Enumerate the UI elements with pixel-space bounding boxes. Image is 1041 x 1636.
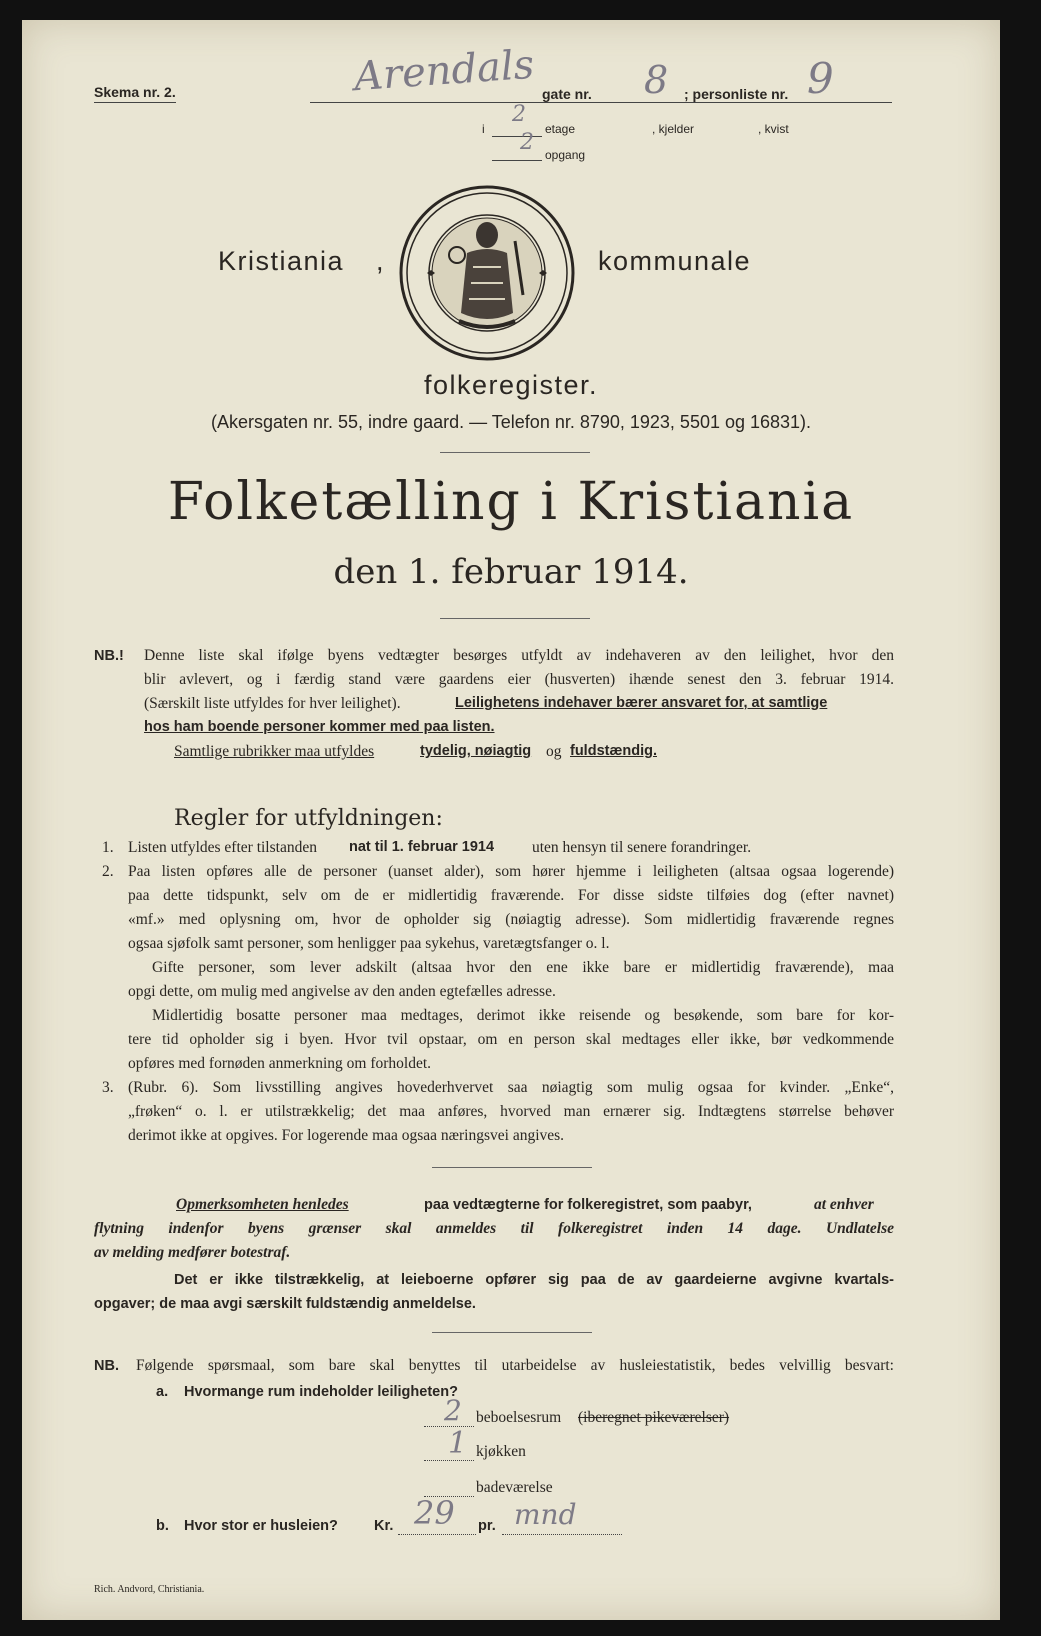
bath-label: badeværelse	[476, 1479, 553, 1496]
opgang-value[interactable]: 2	[520, 130, 534, 155]
kitchen-value[interactable]: 1	[448, 1426, 468, 1461]
divider	[432, 1332, 592, 1333]
census-form	[22, 20, 1000, 1620]
nb-emphasis: tydelig, nøiagtig	[420, 743, 532, 759]
rule-text: opføres med fornøden anmerkning om forholdet.	[128, 1055, 432, 1072]
rooms-label: beboelsesrum	[476, 1409, 562, 1426]
rent-value[interactable]: 29	[414, 1494, 455, 1532]
org-left: Kristiania	[218, 246, 345, 276]
street-name-handwritten[interactable]: Arendals	[352, 41, 536, 101]
nb-line: blir avlevert, og i færdig stand være gaardens eier (husverten) ihænde senest den 3. februar 1914.	[144, 671, 894, 688]
question-a: Hvormange rum indeholder leiligheten?	[184, 1384, 458, 1400]
rule-text: Midlertidig bosatte personer maa medtages, derimot ikke reisende og besøkende, som bare for kor-	[152, 1007, 894, 1024]
rent-line	[398, 1534, 476, 1535]
nb-line: Samtlige rubrikker maa utfyldes	[174, 743, 375, 760]
etage-value[interactable]: 2	[512, 102, 526, 127]
kjelder-label: , kjelder	[652, 122, 695, 136]
gate-number[interactable]: 8	[644, 58, 669, 102]
gate-label: gate nr.	[542, 86, 592, 102]
nb-emphasis: fuldstændig.	[570, 743, 657, 759]
nb-label: NB.!	[94, 648, 124, 664]
page-title: Folketælling i Kristiania	[167, 472, 855, 532]
i-label: i	[482, 122, 485, 136]
rule-text: Gifte personer, som lever adskilt (altsaa hvor den ene ikke bare er midlertidig fraværende), maa	[152, 959, 894, 976]
notice-text: paa vedtægterne for folkeregistret, som paabyr,	[424, 1197, 752, 1213]
rule-text: opgi dette, om mulig med angivelse av den anden egtefælles adresse.	[128, 983, 556, 1000]
rule-text: «mf.» med oplysning om, hvor de opholder sig (nøiagtig adresse). Som midlertidig fraværende regnes	[128, 911, 894, 928]
city-seal-icon	[397, 183, 577, 363]
printer-credit: Rich. Andvord, Christiania.	[94, 1584, 205, 1595]
nb-line: (Særskilt liste utfyldes for hver leilighet).	[144, 695, 401, 712]
opgang-line	[492, 160, 542, 161]
per-value[interactable]: mnd	[514, 1498, 577, 1531]
kitchen-label: kjøkken	[476, 1443, 526, 1460]
org-right: kommunale	[598, 246, 752, 276]
nb-line: Denne liste skal ifølge byens vedtægter besørges utfyldt av indehaveren av den leilighet, hvor den	[144, 647, 894, 664]
nb-emphasis: hos ham boende personer kommer med paa listen.	[144, 719, 495, 735]
nb2-intro: Følgende spørsmaal, som bare skal benyttes til utarbeidelse av husleiestatistik, bedes velvillig besvart:	[136, 1357, 894, 1374]
rooms-note: (iberegnet pikeværelser)	[578, 1409, 730, 1426]
address-line	[310, 102, 892, 103]
rooms-value[interactable]: 2	[444, 1394, 462, 1427]
rules-heading: Regler for utfyldningen:	[174, 806, 443, 831]
kr-label: Kr.	[374, 1518, 394, 1534]
divider	[432, 1167, 592, 1168]
rule-text: Paa listen opføres alle de personer (uanset alder), som hører hjemme i leiligheten (altsaa ogsaa logerende)	[128, 863, 894, 880]
etage-label: etage	[545, 122, 576, 136]
personliste-label: ; personliste nr.	[684, 86, 789, 102]
personliste-number[interactable]: 9	[807, 54, 834, 103]
rule-text: derimot ikke at opgives. For logerende maa ogsaa næringsvei angives.	[128, 1127, 565, 1144]
notice-text: opgaver; de maa avgi særskilt fuldstændig anmeldelse.	[94, 1296, 476, 1312]
question-a-label: a.	[156, 1384, 169, 1400]
rule-number: 1.	[102, 839, 114, 856]
page-subtitle: den 1. februar 1914.	[333, 552, 689, 592]
rule-text: ogsaa sjøfolk samt personer, som henligger paa sykehus, varetægtsfanger o. l.	[128, 935, 610, 952]
rule-text: „frøken“ o. l. er utilstrækkelig; det maa anføres, hvorved man ernærer sig. Indtægtens størrelse behøver	[128, 1103, 894, 1120]
org-comma: ,	[376, 246, 384, 276]
org-address: (Akersgaten nr. 55, indre gaard. — Telefon nr. 8790, 1923, 5501 og 16831).	[210, 412, 812, 432]
kvist-label: , kvist	[758, 122, 789, 136]
notice-emphasis: Opmerksomheten henledes	[176, 1196, 349, 1213]
nb-line: og	[546, 743, 562, 760]
per-line	[502, 1534, 622, 1535]
rule-text: Listen utfyldes efter tilstanden	[128, 839, 317, 856]
rule-emphasis: nat til 1. februar 1914	[349, 839, 495, 855]
notice-emphasis: av melding medfører botestraf.	[94, 1244, 291, 1261]
rule-number: 3.	[102, 1079, 114, 1096]
divider	[440, 618, 590, 619]
opgang-label: opgang	[545, 148, 586, 162]
divider	[440, 452, 590, 453]
notice-text: Det er ikke tilstrækkelig, at leieboerne opfører sig paa de av gaardeierne avgivne kvartals-	[174, 1272, 894, 1288]
question-b: Hvor stor er husleien?	[184, 1518, 338, 1534]
rule-text: tere tid opholder sig i byen. Hvor tvil opstaar, om en person skal medtages eller ikke, bør vedkommende	[128, 1031, 894, 1048]
org-subtitle: folkeregister.	[423, 370, 599, 400]
notice-emphasis: flytning indenfor byens grænser skal anmeldes til folkeregistret inden 14 dage. Undlatelse	[94, 1220, 894, 1237]
pr-label: pr.	[478, 1518, 496, 1534]
rule-text: paa dette tidspunkt, selv om de er midlertidig fraværende. For disse sidste tilføies dog (efter navnet)	[128, 887, 894, 904]
nb2-label: NB.	[94, 1358, 119, 1374]
rule-text: uten hensyn til senere forandringer.	[532, 839, 752, 856]
notice-emphasis: at enhver	[814, 1196, 874, 1213]
schema-number: Skema nr. 2.	[94, 84, 176, 103]
etage-line	[492, 136, 542, 137]
nb-emphasis: Leilighetens indehaver bærer ansvaret for, at samtlige	[455, 695, 828, 711]
question-b-label: b.	[156, 1518, 169, 1534]
rule-text: (Rubr. 6). Som livsstilling angives hovederhvervet saa nøiagtig som mulig ogsaa for kvinder. „Enke“,	[128, 1079, 894, 1096]
rule-number: 2.	[102, 863, 114, 880]
